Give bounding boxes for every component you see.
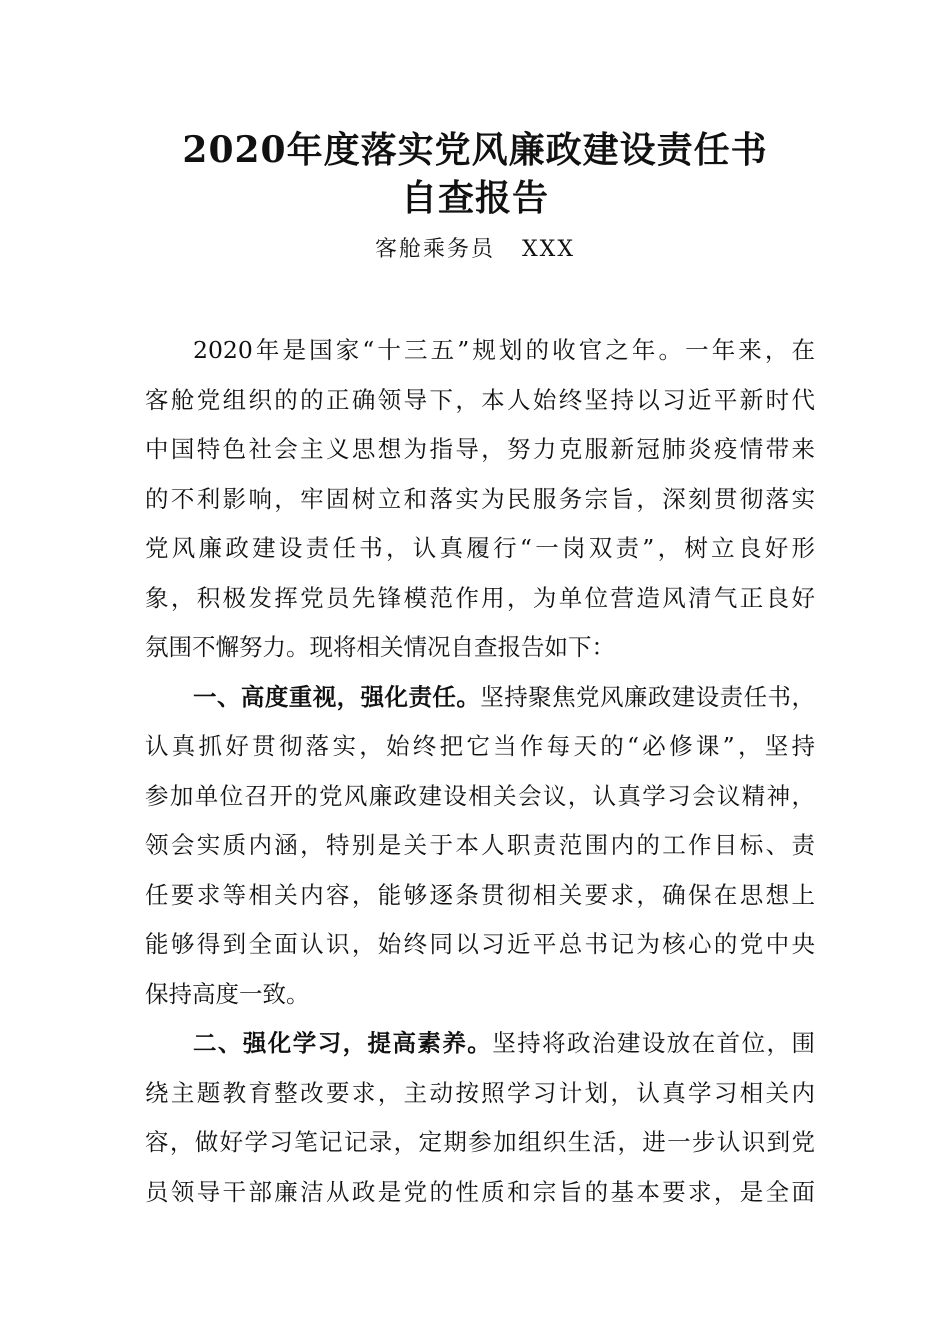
body-text: 2020年是国家“十三五”规划的收官之年。一年来，在 xyxy=(193,336,815,364)
body-line xyxy=(145,673,815,723)
document-title-line1: 2020年度落实党风廉政建设责任书 xyxy=(182,129,768,171)
body-text: 党风廉政建设责任书，认真履行“一岗双责”，树立良好形 xyxy=(145,534,815,562)
body-text: 的不利影响，牢固树立和落实为民服务宗旨，深刻贯彻落实 xyxy=(145,484,815,513)
body-line xyxy=(145,425,815,475)
body-text: 保持高度一致。 xyxy=(145,979,310,1008)
body-line xyxy=(145,326,815,376)
body-line xyxy=(145,920,815,970)
body-text: 坚持聚焦党风廉政建设责任书， xyxy=(480,682,816,711)
body-line xyxy=(145,574,815,624)
body-text: 参加单位召开的党风廉政建设相关会议，认真学习会议精神， xyxy=(145,781,815,810)
body-text: 中国特色社会主义思想为指导，努力克服新冠肺炎疫情带来 xyxy=(145,435,815,463)
body-text: 领会实质内涵，特别是关于本人职责范围内的工作目标、责 xyxy=(145,831,815,859)
section-heading: 一、高度重视，强化责任。 xyxy=(193,682,481,711)
document-title-line2: 自查报告 xyxy=(400,177,549,219)
document-body xyxy=(145,326,815,1217)
body-line xyxy=(145,1168,815,1218)
body-line xyxy=(145,623,815,673)
body-line xyxy=(145,376,815,426)
body-line xyxy=(145,475,815,525)
body-text: 员领导干部廉洁从政是党的性质和宗旨的基本要求，是全面 xyxy=(145,1177,815,1206)
body-line xyxy=(145,871,815,921)
body-line xyxy=(145,1069,815,1119)
body-text: 容，做好学习笔记记录，定期参加组织生活，进一步认识到党 xyxy=(145,1128,815,1156)
body-text: 能够得到全面认识，始终同以习近平总书记为核心的党中央 xyxy=(145,930,815,958)
body-line xyxy=(145,970,815,1020)
body-text: 绕主题教育整改要求，主动按照学习计划，认真学习相关内 xyxy=(145,1078,815,1107)
section-heading: 二、强化学习，提高素养。 xyxy=(193,1029,493,1057)
body-line xyxy=(145,821,815,871)
body-line xyxy=(145,1019,815,1069)
document-author: 客舱乘务员 XXX xyxy=(375,237,575,262)
body-text: 坚持将政治建设放在首位，围 xyxy=(492,1029,815,1057)
body-line xyxy=(145,722,815,772)
body-line xyxy=(145,1118,815,1168)
body-text: 客舱党组织的的正确领导下，本人始终坚持以习近平新时代 xyxy=(145,385,815,414)
body-text: 认真抓好贯彻落实，始终把它当作每天的“必修课”，坚持 xyxy=(145,732,815,760)
body-text: 任要求等相关内容，能够逐条贯彻相关要求，确保在思想上 xyxy=(145,880,815,909)
body-text: 氛围不懈努力。现将相关情况自查报告如下： xyxy=(145,633,615,661)
body-text: 象，积极发挥党员先锋模范作用，为单位营造风清气正良好 xyxy=(145,583,815,612)
body-line xyxy=(145,524,815,574)
body-line xyxy=(145,772,815,822)
